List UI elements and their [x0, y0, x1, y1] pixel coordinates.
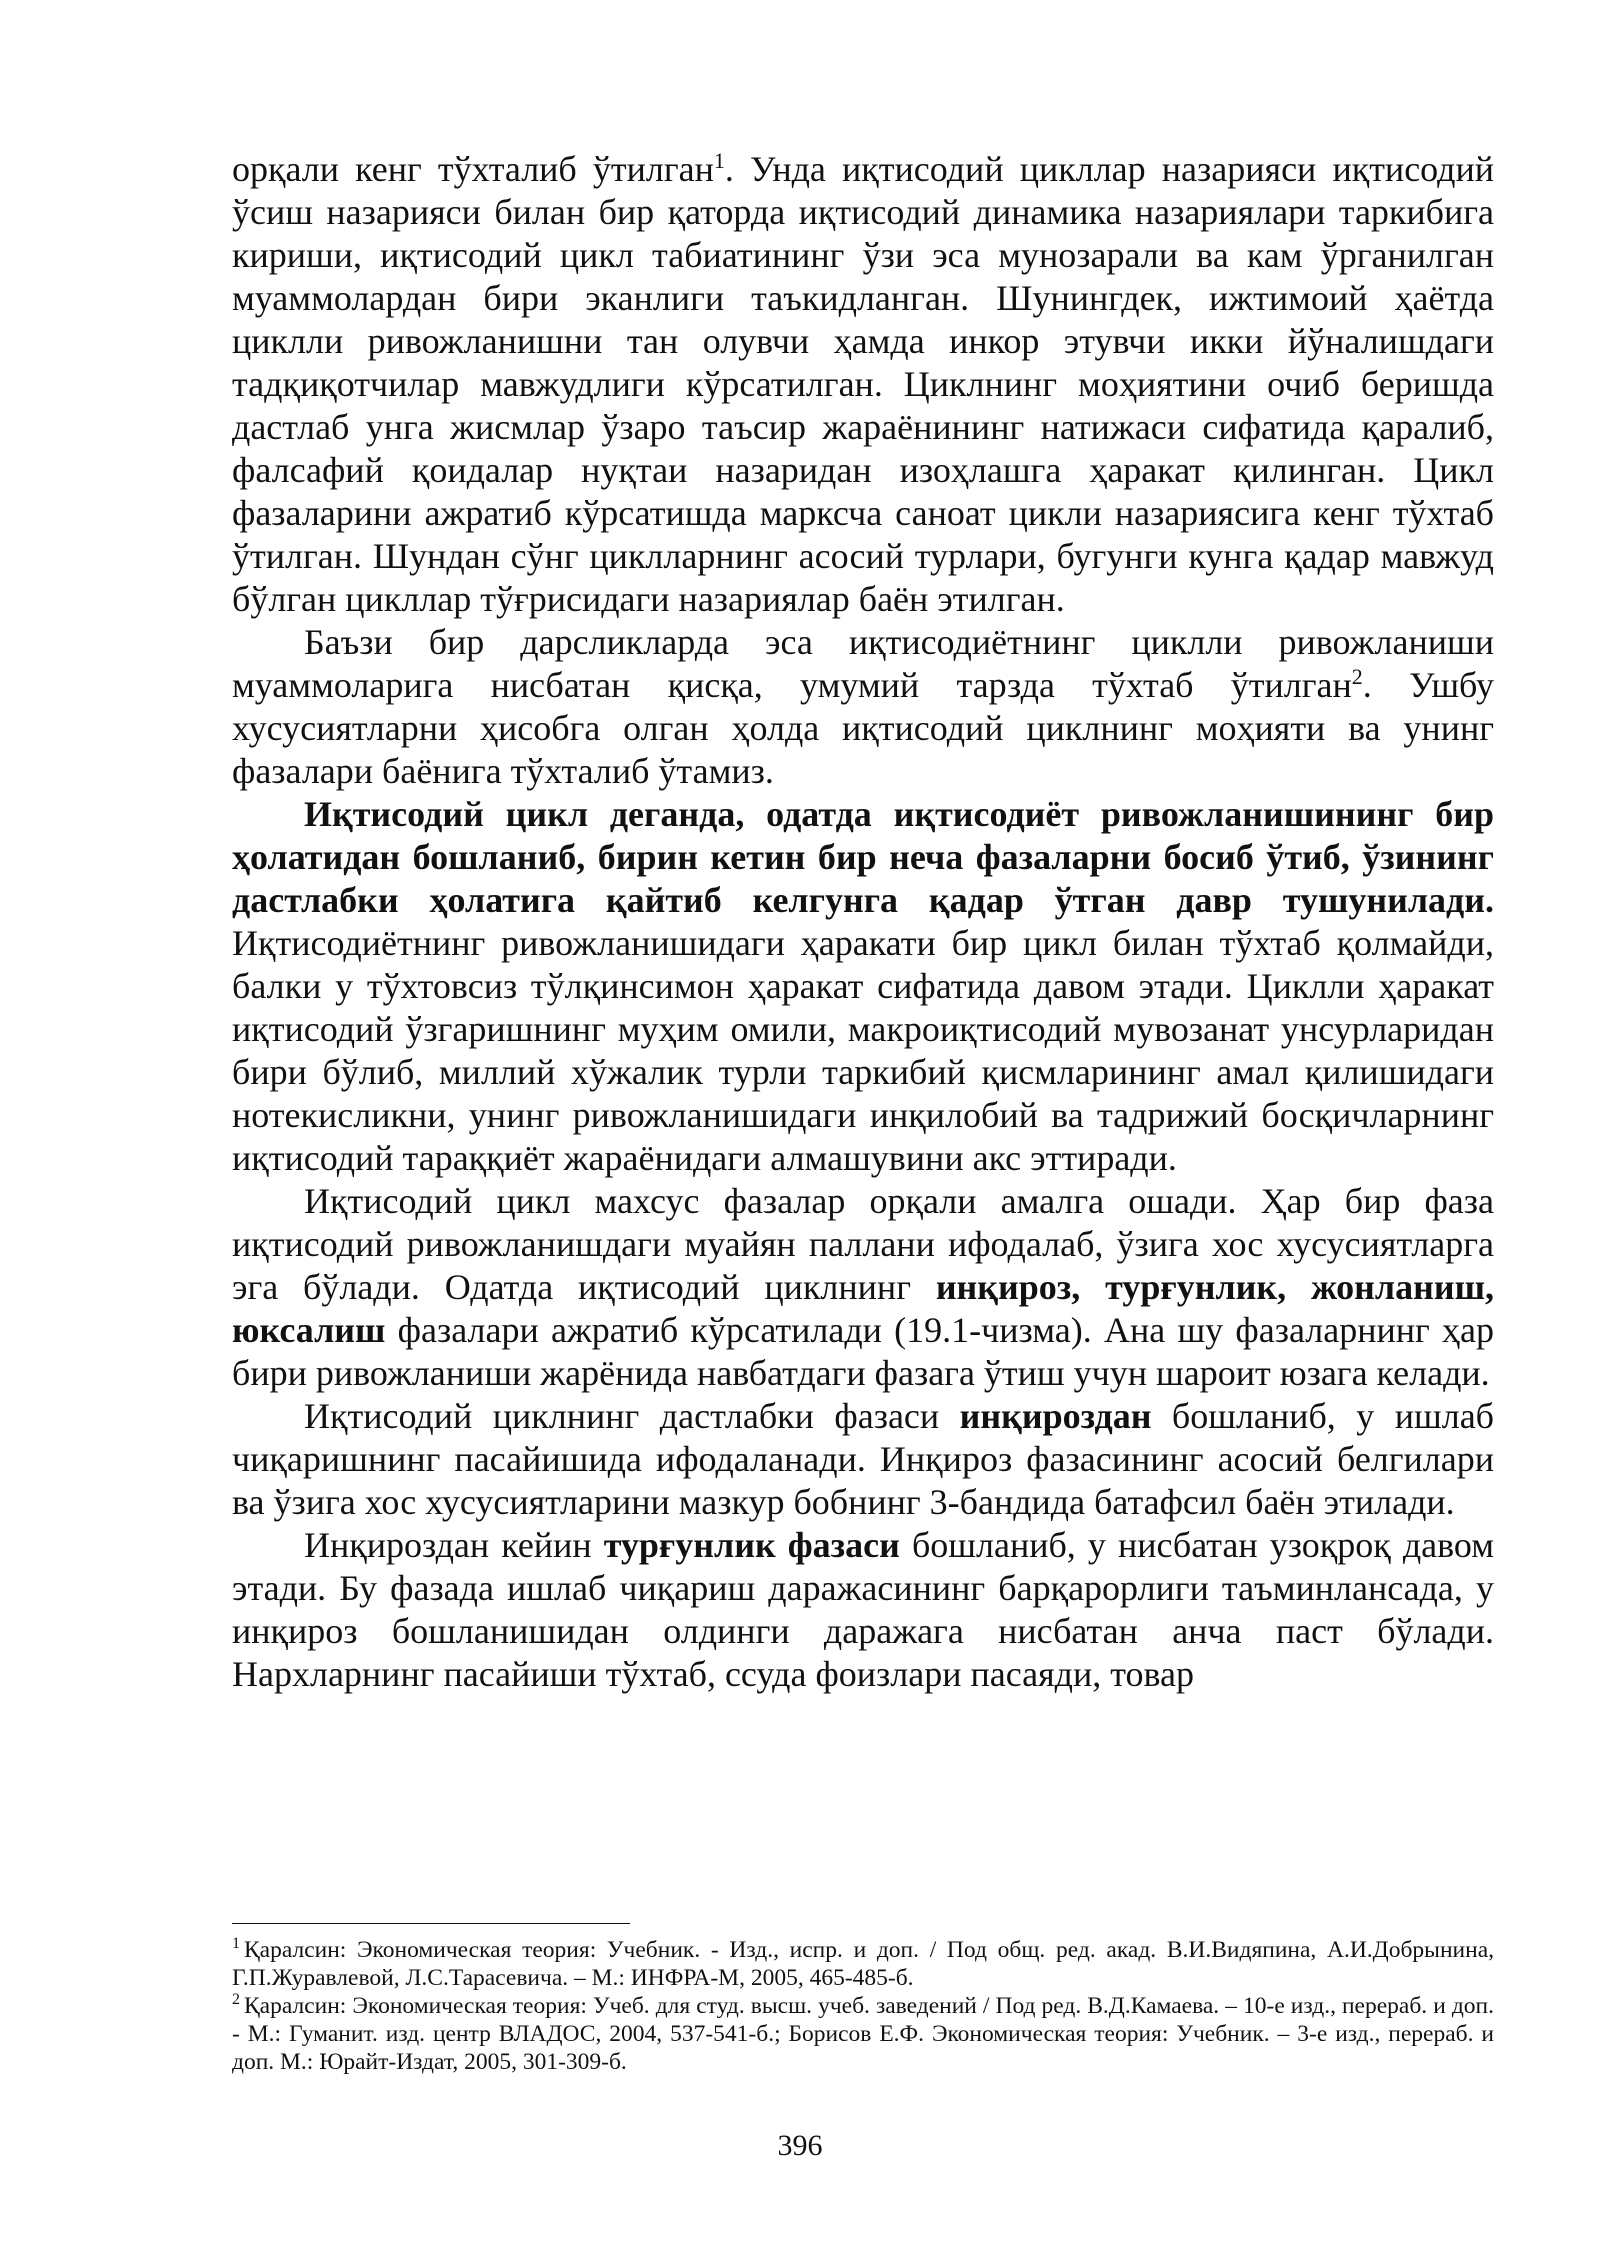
footnote-2: [232, 1992, 1494, 2076]
paragraph-6: [232, 1524, 1494, 1696]
paragraph-3-text: Иқтисодиётнинг ривожланишидаги ҳаракати бир цикл билан тўхтаб қолмайди, балки у тўхтовсиз тўлқинсимон ҳаракат сифатида давом этади. Циклли ҳаракат иқтисодий ўзгаришнинг муҳим омили, макроиқтисодий мувозанат унсурларидан бири бўлиб, миллий хўжалик турли таркибий қисмларининг амал қилишидаги нотекисликни, унинг ривожланишидаги инқилобий ва тадрижий босқичларнинг иқтисодий тараққиёт жараёнидаги алмашувини акс эттиради.: [232, 923, 1494, 1178]
footnote-ref-2[interactable]: 2: [1351, 664, 1363, 689]
paragraph-2: [232, 621, 1494, 793]
paragraph-4-text-b: фазалари ажратиб кўрсатилади (19.1-чизма). Ана шу фазаларнинг ҳар бири ривожланиши жарёнида навбатдаги фазага ўтиш учун шароит юзага келади.: [232, 1310, 1494, 1393]
paragraph-1-text-b: . Унда иқтисодий цикллар назарияси иқтисодий ўсиш назарияси билан бир қаторда иқтисодий динамика назариялари таркибига кириши, иқтисодий цикл табиатининг ўзи эса мунозарали ва кам ўрганилган муаммолардан бири эканлиги таъкидланган. Шунингдек, ижтимоий ҳаётда циклли ривожланишни тан олувчи ҳамда инкор этувчи икки йўналишдаги тадқиқотчилар мавжудлиги кўрсатилган. Циклнинг моҳиятини очиб беришда дастлаб унга жисмлар ўзаро таъсир жараёнининг натижаси сифатида қаралиб, фалсафий қоидалар нуқтаи назаридан изоҳлашга ҳаракат қилинган. Цикл фазаларини ажратиб кўрсатишда марксча саноат цикли назариясига кенг тўхтаб ўтилган. Шундан сўнг циклларнинг асосий турлари, бугунги кунга қадар мавжуд бўлган цикллар тўғрисидаги назариялар баён этилган.: [232, 149, 1494, 619]
footnotes: [232, 1936, 1494, 2076]
paragraph-2-text-b: . Ушбу хусусиятларни ҳисобга олган ҳолда иқтисодий циклнинг моҳияти ва унинг фазалари баёнига тўхталиб ўтамиз.: [232, 665, 1494, 791]
definition-bold-text: Иқтисодий цикл деганда, одатда иқтисодиёт ривожланишининг бир ҳолатидан бошланиб, бирин кетин бир неча фазаларни босиб ўтиб, ўзининг дастлабки ҳолатига қайтиб келгунга қадар ўтган давр тушунилади.: [232, 794, 1494, 920]
paragraph-2-text-a: Баъзи бир дарсликларда эса иқтисодиётнинг циклли ривожланиши муаммоларига нисбатан қисқа, умумий тарзда тўхтаб ўтилган: [232, 622, 1494, 705]
paragraph-6-text-b: бошланиб, у нисбатан узоқроқ давом этади. Бу фазада ишлаб чиқариш даражасининг барқарорлиги таъминлансада, у инқироз бошланишидан олдинги даражага нисбатан анча паст бўлади. Нархларнинг пасайиши тўхтаб, ссуда фоизлари пасаяди, товар: [232, 1525, 1494, 1694]
footnote-2-text: Қаралсин: Экономическая теория: Учеб. для студ. высш. учеб. заведений / Под ред. В.Д.Камаева. – 10-е изд., перераб. и доп. - М.: Гуманит. изд. центр ВЛАДОС, 2004, 537-541-б.; Борисов Е.Ф. Экономическая теория: Учебник. – 3-е изд., перераб. и доп. М.: Юрайт-Издат, 2005, 301-309-б.: [232, 1993, 1494, 2075]
paragraph-4-text-a: Иқтисодий цикл махсус фазалар орқали амалга ошади. Ҳар бир фаза иқтисодий ривожланишдаги муайян паллани ифодалаб, ўзига хос хусусиятларга эга бўлади. Одатда иқтисодий циклнинг: [232, 1181, 1494, 1307]
paragraph-4: [232, 1180, 1494, 1395]
page-number: 396: [777, 2129, 823, 2162]
paragraph-1-text-a: орқали кенг тўхталиб ўтилган: [232, 149, 714, 189]
paragraph-3-definition: [232, 793, 1494, 1180]
footnote-2-mark: 2: [232, 1991, 240, 2009]
paragraph-5-text-b: бошланиб, у ишлаб чиқаришнинг пасайишида ифодаланади. Инқироз фазасининг асосий белгилари ва ўзига хос хусусиятларини мазкур бобнинг 3-бандида батафсил баён этилади.: [232, 1396, 1494, 1522]
page-body: [232, 148, 1494, 1696]
paragraph-1: [232, 148, 1494, 621]
footnote-ref-1[interactable]: 1: [713, 148, 725, 173]
footnote-separator: [232, 1923, 630, 1924]
paragraph-5: [232, 1395, 1494, 1524]
stagnation-term-bold: турғунлик фазаси: [603, 1525, 900, 1565]
footnote-1-mark: 1: [232, 1935, 240, 1953]
footnote-1-text: Қаралсин: Экономическая теория: Учебник. - Изд., испр. и доп. / Под общ. ред. акад. В.И.Видяпина, А.И.Добрынина, Г.П.Журавлевой, Л.С.Тарасевича. – М.: ИНФРА-М, 2005, 465-485-б.: [232, 1937, 1494, 1991]
crisis-term-bold: инқироздан: [959, 1396, 1152, 1436]
cycle-phases-bold: инқироз, турғунлик, жонланиш, юксалиш: [232, 1267, 1494, 1350]
footnote-1: [232, 1936, 1494, 1992]
paragraph-6-text-a: Инқироздан кейин: [304, 1525, 604, 1565]
paragraph-5-text-a: Иқтисодий циклнинг дастлабки фазаси: [304, 1396, 960, 1436]
